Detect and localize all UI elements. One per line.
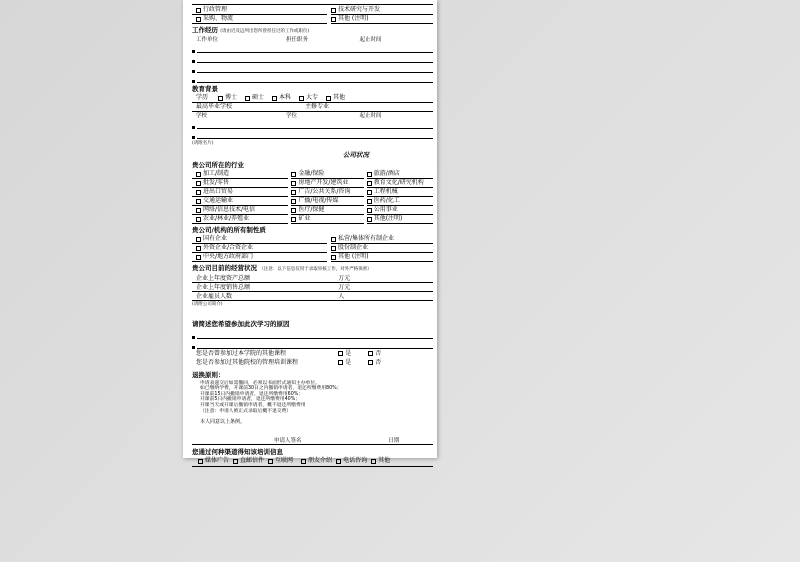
- work-entry-line: [192, 53, 433, 63]
- field-label: 企业雇员人数: [196, 292, 233, 300]
- option-label: 股份制企业: [337, 244, 368, 252]
- checkbox-icon[interactable]: [291, 172, 296, 177]
- option-label: 私营/集体所有制企业: [337, 235, 394, 243]
- option-label: 采购、物流: [203, 14, 234, 22]
- refund-line: 开课前15日内撤销申请者，退还所缴费用60%；: [200, 391, 304, 397]
- industry-row: [192, 215, 433, 224]
- option-label: 公用事业: [373, 206, 398, 213]
- checkbox-icon[interactable]: [196, 237, 201, 242]
- checkbox-icon[interactable]: [301, 459, 306, 464]
- checkbox-icon[interactable]: [331, 8, 336, 13]
- checkbox-icon[interactable]: [326, 96, 331, 101]
- checkbox-icon[interactable]: [233, 459, 238, 464]
- option-label: 批发/零售: [203, 179, 230, 186]
- checkbox-icon[interactable]: [368, 351, 373, 356]
- checkbox-icon[interactable]: [338, 351, 343, 356]
- option-label: 本科: [279, 93, 292, 101]
- option-label: 进出口贸易: [203, 188, 234, 195]
- reasons-heading: [192, 321, 433, 328]
- checkbox-icon[interactable]: [331, 237, 336, 242]
- checkbox-option[interactable]: [192, 206, 288, 215]
- column-label: 起止时间: [359, 36, 382, 43]
- education-columns-header: [192, 112, 433, 119]
- option-label: 农业/林业/养殖业: [203, 215, 250, 222]
- option-label: 媒体广告: [205, 457, 230, 464]
- checkbox-option[interactable]: [367, 188, 433, 197]
- refund-line: 开课当天或开课后撤销申请者，概不退还所缴费用: [200, 402, 306, 408]
- checkbox-option[interactable]: [198, 458, 229, 465]
- option-label: 工程机械: [373, 188, 398, 195]
- checkbox-icon[interactable]: [368, 360, 373, 365]
- checkbox-icon[interactable]: [367, 199, 372, 204]
- attach-card-note: (请附名片): [192, 141, 214, 147]
- checkbox-icon[interactable]: [196, 172, 201, 177]
- option-label: 博士: [225, 93, 238, 101]
- education-entry-line: [192, 129, 433, 139]
- entry-blank-line[interactable]: [197, 82, 433, 83]
- entry-blank-line[interactable]: [197, 62, 433, 63]
- entry-blank-line[interactable]: [197, 128, 433, 129]
- checkbox-icon[interactable]: [218, 96, 223, 101]
- option-label: 广播/电视/传媒: [298, 197, 339, 204]
- industry-row: [192, 197, 433, 206]
- education-title: 教育背景: [192, 84, 218, 93]
- checkbox-icon[interactable]: [371, 459, 376, 464]
- checkbox-option[interactable]: [291, 215, 363, 224]
- refund-line: 如已缴纳学费，开课前30日之内撤销申请者，退还所缴费用80%；: [200, 386, 342, 392]
- entry-blank-line[interactable]: [197, 52, 433, 53]
- checkbox-icon[interactable]: [196, 199, 201, 204]
- bullet-icon: [192, 80, 195, 83]
- form-document-page: [183, 0, 437, 464]
- work-entry-line: [192, 43, 433, 53]
- industry-heading: [192, 162, 433, 169]
- school-row[interactable]: [192, 103, 433, 112]
- option-label: 加工/制造: [203, 170, 230, 177]
- option-label: 是: [345, 349, 352, 357]
- column-label: 担任职务: [286, 36, 309, 43]
- checkbox-icon[interactable]: [367, 217, 372, 222]
- checkbox-icon[interactable]: [291, 181, 296, 186]
- checkbox-icon[interactable]: [196, 217, 201, 222]
- option-label: 交通运输业: [203, 197, 234, 204]
- bullet-icon: [192, 136, 195, 139]
- option-label: 医药/化工: [373, 197, 400, 204]
- option-label: 技术研究与开发: [337, 5, 380, 13]
- industry-row: [192, 188, 433, 197]
- bullet-icon: [192, 346, 195, 349]
- checkbox-icon[interactable]: [291, 217, 296, 222]
- checkbox-option[interactable]: [299, 95, 326, 102]
- checkbox-option[interactable]: [245, 95, 272, 102]
- entry-blank-line[interactable]: [197, 338, 433, 339]
- reason-entry-line: [192, 339, 433, 349]
- checkbox-icon[interactable]: [331, 255, 336, 260]
- checkbox-icon[interactable]: [196, 246, 201, 251]
- bullet-icon: [192, 126, 195, 129]
- operating-heading: [192, 265, 433, 273]
- no-option[interactable]: [368, 351, 398, 358]
- checkbox-option[interactable]: [367, 179, 433, 188]
- field-label: 企业上年度资产总额: [196, 274, 251, 282]
- checkbox-icon[interactable]: [196, 181, 201, 186]
- checkbox-icon[interactable]: [196, 190, 201, 195]
- option-label: 电话咨询: [343, 457, 368, 464]
- option-label: 行政管理: [203, 5, 228, 13]
- option-label: 金融/保险: [298, 170, 325, 177]
- work-entry-line: [192, 63, 433, 73]
- ownership-row: [192, 253, 433, 262]
- school-label: 最高毕业学校: [196, 102, 233, 110]
- option-label: 教育文化/研究机构: [373, 179, 424, 186]
- option-label: 朋友介绍: [308, 457, 333, 464]
- operating-row[interactable]: [192, 292, 433, 301]
- refund-line: 申请表递交后如需撤回，必须以书面形式通知主办单位。: [200, 380, 320, 386]
- education-entry-line: [192, 119, 433, 129]
- option-label: 大专: [306, 93, 319, 101]
- work-history-title: 工作经历: [192, 26, 218, 34]
- bullet-icon: [192, 60, 195, 63]
- checkbox-option[interactable]: [367, 206, 433, 215]
- checkbox-option[interactable]: [331, 6, 433, 15]
- operating-row[interactable]: [192, 274, 433, 283]
- industry-row: [192, 206, 433, 215]
- option-label: 旅游/酒店: [373, 170, 400, 177]
- question-label: 您是否参加过其他院校的管理培训课程: [196, 358, 299, 366]
- column-label: 工作单位: [196, 36, 219, 43]
- work-history-note: (请由近及远列出您所曾担任过的工作或职位): [220, 29, 310, 34]
- checkbox-option[interactable]: [336, 458, 367, 465]
- checkbox-icon[interactable]: [245, 96, 250, 101]
- entry-blank-line[interactable]: [197, 72, 433, 73]
- channel-heading: [192, 449, 433, 456]
- option-label: 互联网: [275, 457, 294, 464]
- company-status-title: 公司状况: [342, 151, 369, 160]
- checkbox-option[interactable]: [272, 95, 299, 102]
- education-heading: [192, 86, 433, 93]
- checkbox-icon[interactable]: [367, 181, 372, 186]
- field-label: 企业上年度销售总额: [196, 283, 251, 291]
- major-label: 主修专业: [305, 102, 330, 110]
- ownership-title: 贵公司/机构的所有制性质: [192, 226, 266, 235]
- agree-statement: 本人同意以上条例。: [200, 419, 246, 426]
- checkbox-icon[interactable]: [367, 190, 372, 195]
- bullet-icon: [192, 50, 195, 53]
- degree-row: [192, 94, 433, 103]
- entry-blank-line[interactable]: [197, 138, 433, 139]
- date-label: 日期: [388, 437, 400, 444]
- checkbox-option[interactable]: [192, 253, 327, 262]
- checkbox-icon[interactable]: [336, 459, 341, 464]
- checkbox-icon[interactable]: [338, 360, 343, 365]
- department-options-row: [192, 6, 433, 15]
- industry-row: [192, 170, 433, 179]
- column-label: 学位: [286, 113, 298, 120]
- checkbox-icon[interactable]: [291, 190, 296, 195]
- option-label: 其他 (注明): [337, 253, 369, 261]
- option-label: 外资企业/合资企业: [203, 244, 254, 252]
- industry-row: [192, 179, 433, 188]
- checkbox-option[interactable]: [192, 15, 327, 24]
- industry-title: 贵公司所在的行业: [192, 161, 244, 170]
- option-label: 房地产开发/建筑业: [298, 179, 349, 186]
- question-row: [192, 358, 433, 367]
- checkbox-option[interactable]: [192, 170, 288, 179]
- yes-option[interactable]: [338, 360, 368, 367]
- channel-options-row: [192, 457, 433, 467]
- attach-profile-note: (请附公司简介): [192, 302, 223, 308]
- option-label: 否: [375, 358, 382, 366]
- checkbox-option[interactable]: [192, 215, 288, 224]
- refund-heading: [192, 372, 433, 379]
- option-label: 国有企业: [203, 235, 228, 243]
- applicant-signature-label: 申请人签名: [273, 437, 302, 444]
- checkbox-option[interactable]: [291, 188, 363, 197]
- checkbox-icon[interactable]: [331, 17, 336, 22]
- checkbox-option[interactable]: [367, 197, 433, 206]
- operating-title: 贵公司目前的经营状况: [192, 264, 257, 273]
- checkbox-option[interactable]: [291, 197, 363, 206]
- ownership-heading: [192, 227, 433, 234]
- checkbox-option[interactable]: [331, 15, 433, 24]
- option-label: 硕士: [252, 93, 265, 101]
- option-label: 广告/公共关系/咨询: [298, 188, 351, 195]
- refund-line: （注意：申请人被正式录取后概不退交费）: [200, 408, 292, 414]
- checkbox-icon[interactable]: [272, 96, 277, 101]
- checkbox-option[interactable]: [331, 253, 433, 262]
- reasons-title: 请简述您希望参加此次学习的原因: [192, 320, 290, 329]
- option-label: 其他(注明): [373, 215, 403, 222]
- checkbox-icon[interactable]: [196, 17, 201, 22]
- bullet-icon: [192, 336, 195, 339]
- degree-label: 学历: [196, 93, 209, 101]
- column-label: 学校: [196, 113, 208, 120]
- option-label: 中央/地方政府部门: [203, 253, 254, 261]
- checkbox-option[interactable]: [367, 215, 433, 224]
- work-entry-line: [192, 73, 433, 83]
- checkbox-icon[interactable]: [331, 246, 336, 251]
- checkbox-icon[interactable]: [196, 8, 201, 13]
- checkbox-icon[interactable]: [367, 208, 372, 213]
- checkbox-icon[interactable]: [291, 199, 296, 204]
- checkbox-option[interactable]: [367, 170, 433, 179]
- checkbox-icon[interactable]: [196, 255, 201, 260]
- work-columns-header: [192, 36, 433, 43]
- unit-label: 人: [338, 292, 345, 300]
- checkbox-option[interactable]: [218, 95, 245, 102]
- column-label: 起止时间: [359, 113, 382, 120]
- checkbox-option[interactable]: [291, 170, 363, 179]
- checkbox-option[interactable]: [301, 458, 332, 465]
- checkbox-option[interactable]: [268, 458, 293, 465]
- work-history-heading: [192, 27, 433, 35]
- operating-note: （注意：以下信息仅用于录取审核工作，对外严格保密）: [259, 267, 372, 273]
- checkbox-option[interactable]: [291, 179, 363, 188]
- option-label: 直邮信件: [240, 457, 265, 464]
- unit-label: 万元: [338, 283, 351, 291]
- operating-row[interactable]: [192, 283, 433, 292]
- checkbox-option[interactable]: [371, 458, 390, 465]
- checkbox-icon[interactable]: [196, 208, 201, 213]
- refund-title: 退换原则：: [192, 371, 225, 380]
- option-label: 其他: [333, 93, 346, 101]
- channel-title: 您通过何种渠道得知该培训信息: [192, 447, 283, 456]
- checkbox-option[interactable]: [233, 458, 264, 465]
- checkbox-option[interactable]: [291, 206, 363, 215]
- refund-line: 开课前5日内撤销申请者，退还所缴费用40%；: [200, 397, 301, 403]
- option-label: 是: [345, 358, 352, 366]
- option-label: 其他: [378, 457, 391, 464]
- reason-entry-line: [192, 329, 433, 339]
- option-label: 否: [375, 349, 382, 357]
- checkbox-icon[interactable]: [367, 172, 372, 177]
- yes-option[interactable]: [338, 351, 368, 358]
- checkbox-option[interactable]: [192, 179, 288, 188]
- option-label: 矿业: [298, 215, 311, 222]
- bullet-icon: [192, 70, 195, 73]
- option-label: 医疗/保健: [298, 206, 325, 213]
- signature-row[interactable]: [192, 435, 433, 445]
- department-options-row: [192, 15, 433, 24]
- checkbox-option[interactable]: [326, 95, 353, 102]
- option-label: 网络/信息技术/电信: [203, 206, 256, 213]
- checkbox-option[interactable]: [192, 6, 327, 15]
- question-row: [192, 349, 433, 358]
- checkbox-option[interactable]: [192, 197, 288, 206]
- question-label: 您是否曾参加过本学院的其他课程: [196, 349, 287, 357]
- checkbox-icon[interactable]: [268, 459, 273, 464]
- option-label: 其他 (注明): [337, 14, 369, 22]
- no-option[interactable]: [368, 360, 398, 367]
- checkbox-icon[interactable]: [291, 208, 296, 213]
- unit-label: 万元: [338, 274, 351, 282]
- checkbox-icon[interactable]: [299, 96, 304, 101]
- checkbox-icon[interactable]: [198, 459, 203, 464]
- checkbox-option[interactable]: [192, 188, 288, 197]
